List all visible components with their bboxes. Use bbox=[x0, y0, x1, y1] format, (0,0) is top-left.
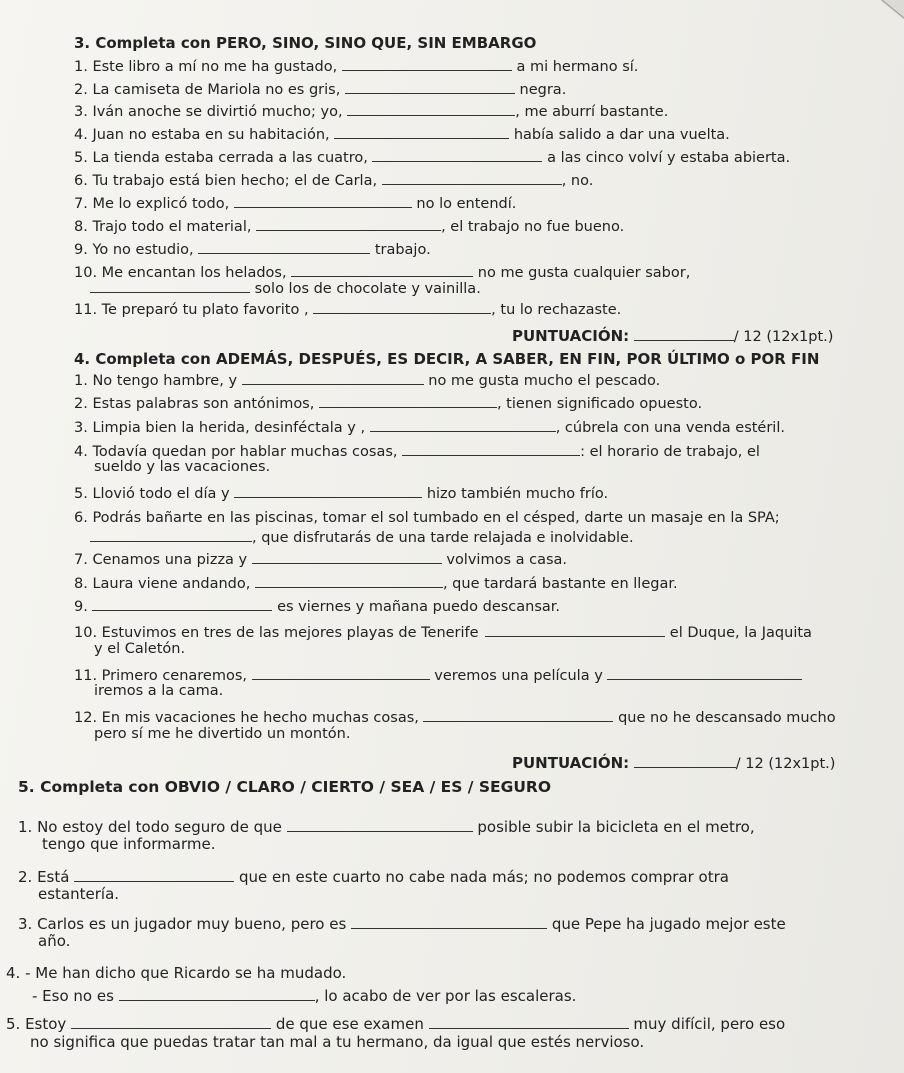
s4-q4-text: 4. Todavía quedan por hablar muchas cosas, bbox=[74, 444, 398, 460]
s4-q11-blank-1[interactable] bbox=[252, 667, 430, 680]
s5-q3-blank[interactable] bbox=[351, 916, 547, 929]
s4-score-blank[interactable] bbox=[634, 755, 736, 768]
folded-corner-icon bbox=[874, 0, 904, 22]
s3-q10-blank-1[interactable] bbox=[291, 264, 473, 277]
s3-q5 bbox=[74, 149, 790, 167]
s3-q5-tail: a las cinco volví y estaba abierta. bbox=[547, 150, 791, 166]
s3-q4-tail: había salido a dar una vuelta. bbox=[513, 127, 730, 143]
s3-q3-blank[interactable] bbox=[347, 103, 515, 116]
s4-q8-tail: , que tardará bastante en llegar. bbox=[442, 576, 678, 592]
s3-q2-tail: negra. bbox=[519, 82, 567, 98]
s4-q3 bbox=[74, 419, 785, 437]
s3-q10-text: 10. Me encantan los helados, bbox=[74, 265, 287, 281]
s4-q5-blank[interactable] bbox=[234, 485, 422, 498]
s4-q11-text: 11. Primero cenaremos, bbox=[74, 668, 248, 684]
s3-q9 bbox=[74, 241, 431, 259]
s3-q6-blank[interactable] bbox=[382, 172, 562, 185]
s4-q2-blank[interactable] bbox=[319, 395, 497, 408]
s4-q5 bbox=[74, 485, 608, 503]
s5-q2-blank[interactable] bbox=[74, 869, 234, 882]
s4-q9-blank[interactable] bbox=[92, 598, 272, 611]
s5-q5-mid: de que ese examen bbox=[275, 1015, 424, 1033]
s4-score bbox=[512, 755, 835, 773]
s3-q11 bbox=[74, 301, 621, 319]
s4-q3-blank[interactable] bbox=[370, 419, 556, 432]
s4-q12 bbox=[74, 709, 836, 727]
s3-q10-tail-2: solo los de chocolate y vainilla. bbox=[254, 281, 481, 297]
section-4-heading: 4. Completa con ADEMÁS, DESPUÉS, ES DECIR, A SABER, EN FIN, POR ÚLTIMO o POR FIN bbox=[74, 350, 820, 368]
s3-q8 bbox=[74, 218, 624, 236]
s4-q10-tail: el Duque, la Jaquita bbox=[669, 625, 812, 641]
s4-q5-text: 5. Llovió todo el día y bbox=[74, 486, 230, 502]
s4-q9-tail: es viernes y mañana puedo descansar. bbox=[277, 599, 561, 615]
s3-q2-blank[interactable] bbox=[345, 81, 515, 94]
s3-q2-text: 2. La camiseta de Mariola no es gris, bbox=[74, 82, 341, 98]
s4-q10-text: 10. Estuvimos en tres de las mejores playas de Tenerife bbox=[74, 625, 479, 641]
s4-q1 bbox=[74, 372, 660, 390]
s5-q4-blank[interactable] bbox=[119, 988, 315, 1001]
s3-q11-text: 11. Te preparó tu plato favorito , bbox=[74, 302, 309, 318]
s4-q10-blank[interactable] bbox=[485, 624, 665, 637]
s3-q2 bbox=[74, 81, 566, 99]
s5-q1 bbox=[18, 819, 755, 836]
s4-q9-text: 9. bbox=[74, 599, 88, 615]
s4-q11-blank-2[interactable] bbox=[607, 667, 802, 680]
s4-q10-cont: y el Caletón. bbox=[94, 641, 186, 657]
s5-q3 bbox=[18, 916, 786, 933]
s3-q6-tail: , no. bbox=[561, 173, 594, 189]
s5-q2-tail: que en este cuarto no cabe nada más; no podemos comprar otra bbox=[239, 868, 729, 886]
s3-score-label: PUNTUACIÓN: bbox=[512, 327, 630, 345]
s3-q8-blank[interactable] bbox=[256, 218, 441, 231]
s4-q8-blank[interactable] bbox=[255, 575, 443, 588]
s3-q9-tail: trabajo. bbox=[374, 242, 431, 258]
s3-q4-blank[interactable] bbox=[334, 126, 509, 139]
s3-q11-blank[interactable] bbox=[313, 301, 491, 314]
s4-q4-tail: : el horario de trabajo, el bbox=[580, 444, 760, 460]
s5-q5-tail: muy difícil, pero eso bbox=[633, 1015, 786, 1033]
s4-q6-blank[interactable] bbox=[90, 529, 252, 542]
s3-q3-tail: , me aburrí bastante. bbox=[515, 104, 669, 120]
s3-q10-cont bbox=[90, 280, 481, 298]
s5-q2-cont: estantería. bbox=[38, 885, 120, 903]
s5-q4-text: - Eso no es bbox=[32, 987, 114, 1005]
s5-q5-blank-2[interactable] bbox=[429, 1016, 629, 1029]
s4-q10 bbox=[74, 624, 812, 642]
s3-q4 bbox=[74, 126, 730, 144]
s4-q2-tail: , tienen significado opuesto. bbox=[496, 396, 703, 412]
s5-q3-tail: que Pepe ha jugado mejor este bbox=[551, 915, 786, 933]
s3-q1-text: 1. Este libro a mí no me ha gustado, bbox=[74, 59, 338, 75]
s5-q5-text: 5. Estoy bbox=[6, 1015, 67, 1033]
s3-q7 bbox=[74, 195, 516, 213]
s3-q3 bbox=[74, 103, 668, 121]
s3-q6-text: 6. Tu trabajo está bien hecho; el de Carla, bbox=[74, 173, 378, 189]
s4-q1-text: 1. No tengo hambre, y bbox=[74, 373, 238, 389]
s4-q8 bbox=[74, 575, 678, 593]
s5-q2 bbox=[18, 869, 729, 886]
s4-q6-cont bbox=[90, 529, 634, 547]
s3-q9-text: 9. Yo no estudio, bbox=[74, 242, 194, 258]
s3-q11-tail: , tu lo rechazaste. bbox=[491, 302, 622, 318]
s5-q4: 4. - Me han dicho que Ricardo se ha mudado. bbox=[6, 964, 347, 982]
s5-q3-text: 3. Carlos es un jugador muy bueno, pero es bbox=[18, 915, 347, 933]
s4-q1-blank[interactable] bbox=[242, 372, 424, 385]
s3-q7-blank[interactable] bbox=[234, 195, 412, 208]
s5-q1-tail: posible subir la bicicleta en el metro, bbox=[477, 818, 755, 836]
s5-q4-tail: , lo acabo de ver por las escaleras. bbox=[314, 987, 577, 1005]
s3-q8-text: 8. Trajo todo el material, bbox=[74, 219, 252, 235]
s4-q8-text: 8. Laura viene andando, bbox=[74, 576, 251, 592]
s3-q5-blank[interactable] bbox=[372, 149, 542, 162]
s3-q1-tail: a mi hermano sí. bbox=[516, 59, 639, 75]
s3-q6 bbox=[74, 172, 593, 190]
s4-q12-cont: pero sí me he divertido un montón. bbox=[94, 726, 351, 742]
s3-q1 bbox=[74, 58, 638, 76]
s3-q10-tail: no me gusta cualquier sabor, bbox=[477, 265, 691, 281]
s5-q5 bbox=[6, 1016, 785, 1033]
s5-q3-cont: año. bbox=[38, 932, 71, 950]
s3-score-value: / 12 (12x1pt.) bbox=[733, 329, 834, 345]
s4-q11-mid: veremos una película y bbox=[434, 668, 603, 684]
s4-q4-blank[interactable] bbox=[402, 443, 580, 456]
s5-q5-blank-1[interactable] bbox=[71, 1016, 271, 1029]
s3-q3-text: 3. Iván anoche se divirtió mucho; yo, bbox=[74, 104, 343, 120]
s4-q6: 6. Podrás bañarte en las piscinas, tomar el sol tumbado en el césped, darte un masaje en la SPA; bbox=[74, 510, 780, 526]
s5-q4-cont bbox=[32, 988, 576, 1005]
s4-q6-tail: , que disfrutarás de una tarde relajada e inolvidable. bbox=[252, 530, 634, 546]
s3-q1-blank[interactable] bbox=[342, 58, 512, 71]
s4-q12-text: 12. En mis vacaciones he hecho muchas cosas, bbox=[74, 710, 419, 726]
s4-q3-text: 3. Limpia bien la herida, desinféctala y , bbox=[74, 420, 366, 436]
section-5-heading: 5. Completa con OBVIO / CLARO / CIERTO / SEA / ES / SEGURO bbox=[18, 778, 552, 796]
s4-q7-text: 7. Cenamos una pizza y bbox=[74, 552, 248, 568]
s4-score-value: / 12 (12x1pt.) bbox=[735, 756, 836, 772]
s5-q5-cont: no significa que puedas tratar tan mal a tu hermano, da igual que estés nervioso. bbox=[30, 1033, 645, 1051]
s4-q12-blank[interactable] bbox=[423, 709, 613, 722]
s3-q8-tail: , el trabajo no fue bueno. bbox=[441, 219, 625, 235]
s4-q9 bbox=[74, 598, 560, 616]
s3-q10-blank-2[interactable] bbox=[90, 280, 250, 293]
s5-q1-text: 1. No estoy del todo seguro de que bbox=[18, 818, 282, 836]
s4-score-label: PUNTUACIÓN: bbox=[512, 754, 630, 772]
s4-q2-text: 2. Estas palabras son antónimos, bbox=[74, 396, 315, 412]
s5-q1-blank[interactable] bbox=[287, 819, 473, 832]
s3-q5-text: 5. La tienda estaba cerrada a las cuatro, bbox=[74, 150, 368, 166]
s3-score-blank[interactable] bbox=[634, 328, 734, 341]
s4-q2 bbox=[74, 395, 702, 413]
s4-q7 bbox=[74, 551, 567, 569]
s4-q11-cont: iremos a la cama. bbox=[94, 683, 224, 699]
s4-q5-tail: hizo también mucho frío. bbox=[426, 486, 609, 502]
section-3-heading: 3. Completa con PERO, SINO, SINO QUE, SIN EMBARGO bbox=[74, 34, 537, 52]
s3-q7-text: 7. Me lo explicó todo, bbox=[74, 196, 230, 212]
s4-q3-tail: , cúbrela con una venda estéril. bbox=[555, 420, 785, 436]
s3-q9-blank[interactable] bbox=[198, 241, 370, 254]
s4-q12-tail: que no he descansado mucho bbox=[618, 710, 836, 726]
s4-q7-blank[interactable] bbox=[252, 551, 442, 564]
s4-q7-tail: volvimos a casa. bbox=[446, 552, 568, 568]
s5-q2-text: 2. Está bbox=[18, 868, 70, 886]
s5-q1-cont: tengo que informarme. bbox=[42, 835, 216, 853]
s3-score bbox=[512, 328, 833, 346]
s4-q1-tail: no me gusta mucho el pescado. bbox=[428, 373, 661, 389]
s3-q4-text: 4. Juan no estaba en su habitación, bbox=[74, 127, 330, 143]
s3-q7-tail: no lo entendí. bbox=[416, 196, 517, 212]
s4-q4-cont: sueldo y las vacaciones. bbox=[94, 459, 271, 475]
